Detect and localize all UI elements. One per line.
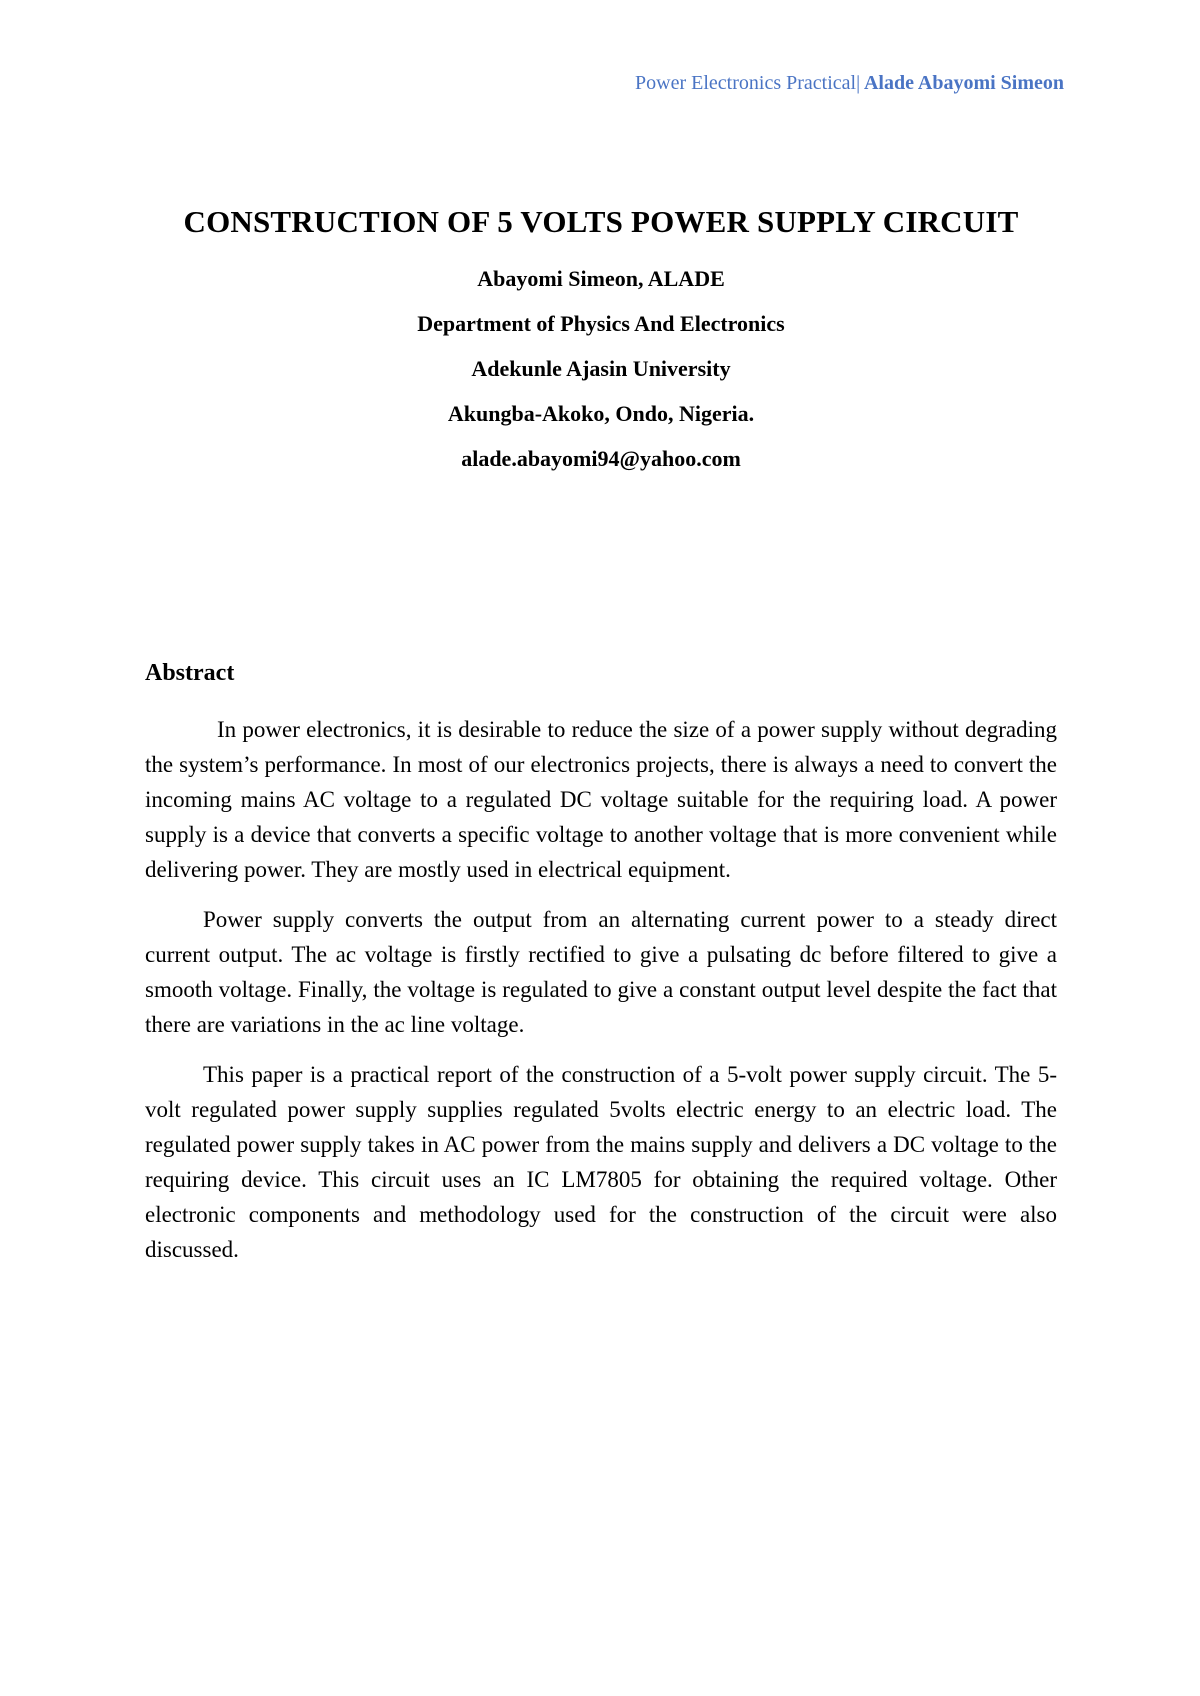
author-department: Department of Physics And Electronics	[417, 311, 785, 336]
abstract-body	[145, 712, 1057, 1282]
abstract-paragraph-2: Power supply converts the output from an alternating current power to a steady direct current output. The ac voltage is firstly rectified to give a pulsating dc before filtered to give a smooth voltage. Finally, the voltage is regulated to give a constant output level despite the fact that there are variations in the ac line voltage.	[145, 907, 1057, 1037]
title-block	[145, 200, 1057, 481]
author-university: Adekunle Ajasin University	[471, 356, 731, 381]
running-header	[635, 72, 1064, 95]
author-email: alade.abayomi94@yahoo.com	[461, 446, 741, 471]
abstract-paragraph-3: This paper is a practical report of the construction of a 5-volt power supply circuit. The 5-volt regulated power supply supplies regulated 5volts electric energy to an electric load. The regulated power supply takes in AC power from the mains supply and delivers a DC voltage to the requiring device. This circuit uses an IC LM7805 for obtaining the required voltage. Other electronic components and methodology used for the construction of the circuit were also discussed.	[145, 1062, 1057, 1262]
paper-title: CONSTRUCTION OF 5 VOLTS POWER SUPPLY CIRCUIT	[183, 204, 1019, 239]
abstract-heading: Abstract	[145, 660, 235, 686]
author-location: Akungba-Akoko, Ondo, Nigeria.	[447, 401, 755, 426]
author-name: Abayomi Simeon, ALADE	[477, 266, 725, 291]
running-header-author: Alade Abayomi Simeon	[860, 72, 1064, 94]
abstract-paragraph-1: In power electronics, it is desirable to reduce the size of a power supply without degrading the system’s performance. In most of our electronics projects, there is always a need to convert the incoming mains AC voltage to a regulated DC voltage suitable for the requiring load. A power supply is a device that converts a specific voltage to another voltage that is more convenient while delivering power. They are mostly used in electrical equipment.	[145, 717, 1057, 882]
running-header-title: Power Electronics Practical|	[635, 72, 861, 94]
